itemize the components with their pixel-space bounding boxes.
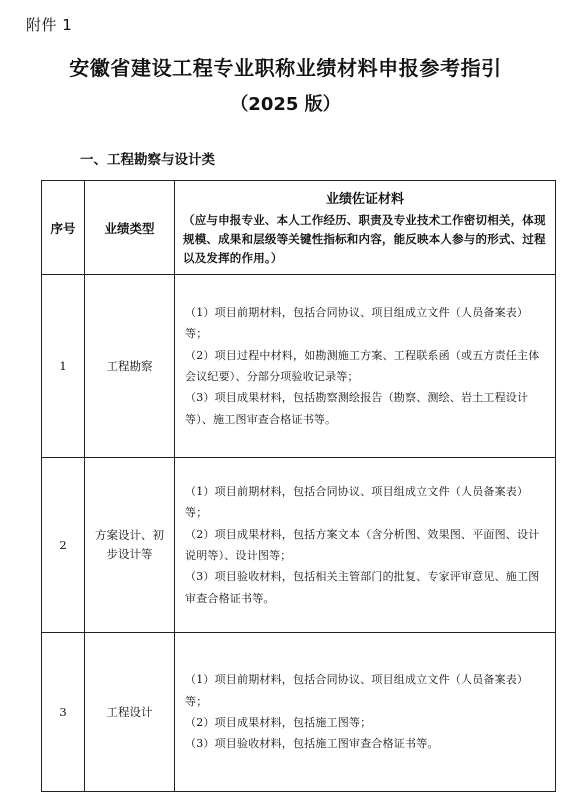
material-item: （2）项目成果材料，包括方案文本（含分析图、效果图、平面图、设计说明等）、设计图等； xyxy=(185,527,540,562)
table-row xyxy=(42,458,556,633)
material-item: （1）项目前期材料，包括合同协议、项目组成立文件（人员备案表）等； xyxy=(185,306,529,341)
row-materials xyxy=(175,458,556,633)
table-row xyxy=(42,633,556,792)
material-item: （3）项目验收材料，包括相关主管部门的批复、专家评审意见、施工图审查合格证书等。 xyxy=(185,570,540,605)
header-materials-note: （应与申报专业、本人工作经历、职责及专业技术工作密切相关，体现规模、成果和层级等关键性指标和内容，能反映本人参与的形式、过程以及发挥的作用。） xyxy=(183,212,546,265)
table-row xyxy=(42,275,556,458)
material-item: （1）项目前期材料，包括合同协议、项目组成立文件（人员备案表）等； xyxy=(185,673,529,708)
material-item: （3）项目验收材料，包括施工图审查合格证书等。 xyxy=(185,737,439,751)
document-edition: （2025 版） xyxy=(230,94,341,115)
attachment-label: 附件 1 xyxy=(26,16,73,34)
row-type: 工程设计 xyxy=(85,633,175,792)
header-type: 业绩类型 xyxy=(85,181,175,275)
row-type: 方案设计、初步设计等 xyxy=(85,458,175,633)
table-header-row xyxy=(42,181,556,275)
row-index: 1 xyxy=(42,275,85,458)
material-item: （2）项目成果材料，包括施工图等； xyxy=(185,716,372,729)
materials-table xyxy=(41,180,556,792)
section-heading: 一、工程勘察与设计类 xyxy=(80,152,215,168)
row-materials xyxy=(175,633,556,792)
row-materials xyxy=(175,275,556,458)
material-item: （2）项目过程中材料，如勘测施工方案、工程联系函（或五方责任主体会议纪要）、分部分项验收记录等； xyxy=(185,348,540,383)
material-item: （3）项目成果材料，包括勘察测绘报告（勘察、测绘、岩土工程设计等）、施工图审查合格证书等。 xyxy=(185,391,529,426)
header-materials-title: 业绩佐证材料 xyxy=(325,191,404,207)
header-materials xyxy=(175,181,556,275)
row-index: 2 xyxy=(42,458,85,633)
document-title: 安徽省建设工程专业职称业绩材料申报参考指引 xyxy=(69,56,502,80)
header-index: 序号 xyxy=(42,181,85,275)
material-item: （1）项目前期材料，包括合同协议、项目组成立文件（人员备案表）等； xyxy=(185,485,529,520)
row-index: 3 xyxy=(42,633,85,792)
row-type: 工程勘察 xyxy=(85,275,175,458)
